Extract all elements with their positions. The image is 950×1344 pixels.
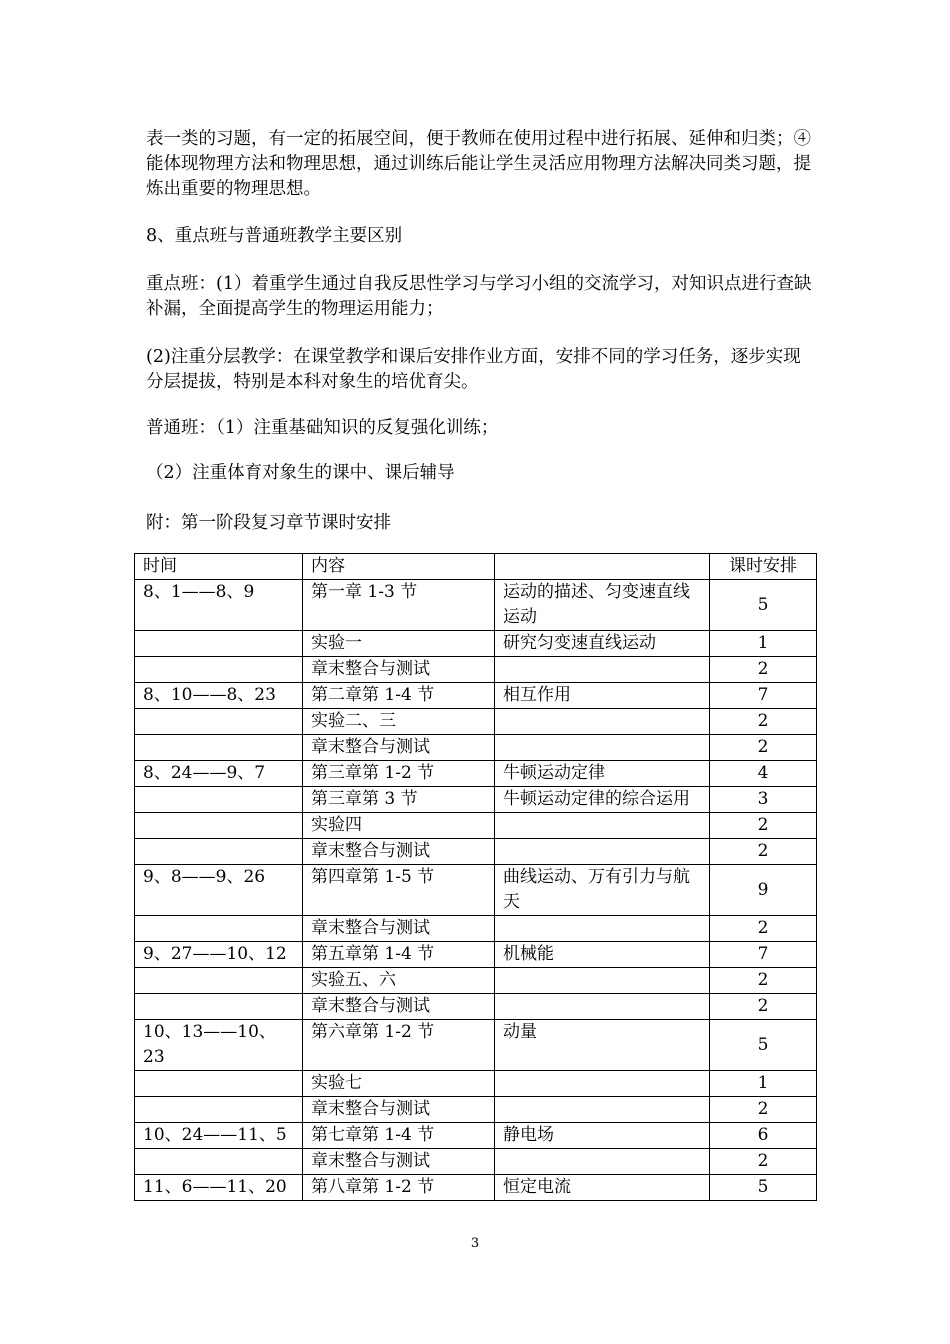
table-row: [135, 968, 817, 994]
cell-time: 8、1——8、9: [135, 580, 303, 631]
table-header-row: [135, 554, 817, 580]
cell-topic: 牛顿运动定律的综合运用: [495, 787, 710, 813]
cell-hours: 2: [710, 709, 817, 735]
section-heading-class-differences: 8、重点班与普通班教学主要区别: [146, 226, 403, 246]
cell-time: [135, 735, 303, 761]
cell-topic: [495, 916, 710, 942]
cell-topic: 恒定电流: [495, 1175, 710, 1201]
cell-content: 第八章第 1-2 节: [303, 1175, 495, 1201]
cell-time: [135, 1097, 303, 1123]
schedule-table: [134, 553, 817, 1201]
cell-hours: 5: [710, 1175, 817, 1201]
cell-topic: [495, 839, 710, 865]
cell-time: [135, 631, 303, 657]
cell-hours: 2: [710, 657, 817, 683]
cell-topic: 静电场: [495, 1123, 710, 1149]
cell-content: 实验二、三: [303, 709, 495, 735]
cell-hours: 4: [710, 761, 817, 787]
cell-content: 实验四: [303, 813, 495, 839]
header-time: 时间: [135, 554, 303, 580]
cell-content: 章末整合与测试: [303, 839, 495, 865]
cell-topic: 运动的描述、匀变速直线运动: [495, 580, 710, 631]
cell-topic: [495, 968, 710, 994]
cell-time: 10、24——11、5: [135, 1123, 303, 1149]
cell-content: 第七章第 1-4 节: [303, 1123, 495, 1149]
cell-topic: [495, 735, 710, 761]
cell-time: [135, 968, 303, 994]
cell-topic: [495, 1071, 710, 1097]
cell-topic: 相互作用: [495, 683, 710, 709]
cell-hours: 2: [710, 916, 817, 942]
cell-hours: 2: [710, 1097, 817, 1123]
header-topic: [495, 554, 710, 580]
table-row: [135, 683, 817, 709]
table-row: [135, 1020, 817, 1071]
cell-time: [135, 839, 303, 865]
cell-topic: 曲线运动、万有引力与航天: [495, 865, 710, 916]
cell-time: 9、8——9、26: [135, 865, 303, 916]
cell-time: 8、10——8、23: [135, 683, 303, 709]
cell-hours: 2: [710, 1149, 817, 1175]
cell-hours: 2: [710, 735, 817, 761]
cell-time: [135, 709, 303, 735]
cell-hours: 7: [710, 942, 817, 968]
cell-topic: [495, 1149, 710, 1175]
cell-content: 第三章第 3 节: [303, 787, 495, 813]
cell-hours: 3: [710, 787, 817, 813]
cell-topic: [495, 813, 710, 839]
table-row: [135, 787, 817, 813]
cell-content: 章末整合与测试: [303, 994, 495, 1020]
cell-content: 第一章 1-3 节: [303, 580, 495, 631]
cell-content: 实验一: [303, 631, 495, 657]
table-row: [135, 631, 817, 657]
cell-time: 11、6——11、20: [135, 1175, 303, 1201]
cell-topic: 牛顿运动定律: [495, 761, 710, 787]
cell-hours: 2: [710, 839, 817, 865]
cell-content: 章末整合与测试: [303, 735, 495, 761]
paragraph-key-class-2: (2)注重分层教学：在课堂教学和课后安排作业方面，安排不同的学习任务，逐步实现分层提拔，特别是本科对象生的培优育尖。: [146, 347, 801, 392]
cell-topic: [495, 657, 710, 683]
cell-hours: 9: [710, 865, 817, 916]
cell-content: 实验七: [303, 1071, 495, 1097]
page-number: 3: [470, 1236, 480, 1251]
paragraph-exercise-design: 表一类的习题，有一定的拓展空间，便于教师在使用过程中进行拓展、延伸和归类；④能体现物理方法和物理思想，通过训练后能让学生灵活应用物理方法解决同类习题，提炼出重要的物理思想。: [146, 129, 811, 199]
cell-time: [135, 1149, 303, 1175]
table-row: [135, 1097, 817, 1123]
table-row: [135, 580, 817, 631]
cell-time: [135, 916, 303, 942]
table-row: [135, 657, 817, 683]
table-row: [135, 839, 817, 865]
cell-content: 章末整合与测试: [303, 916, 495, 942]
table-row: [135, 1071, 817, 1097]
header-content: 内容: [303, 554, 495, 580]
cell-time: [135, 1071, 303, 1097]
cell-time: 9、27——10、12: [135, 942, 303, 968]
table-row: [135, 916, 817, 942]
schedule-table-body: [135, 580, 817, 1201]
table-row: [135, 761, 817, 787]
cell-hours: 1: [710, 631, 817, 657]
cell-time: 8、24——9、7: [135, 761, 303, 787]
cell-topic: 研究匀变速直线运动: [495, 631, 710, 657]
cell-topic: [495, 994, 710, 1020]
cell-topic: 机械能: [495, 942, 710, 968]
cell-hours: 1: [710, 1071, 817, 1097]
table-row: [135, 709, 817, 735]
cell-content: 章末整合与测试: [303, 657, 495, 683]
cell-hours: 2: [710, 813, 817, 839]
table-row: [135, 865, 817, 916]
cell-content: 章末整合与测试: [303, 1097, 495, 1123]
cell-content: 实验五、六: [303, 968, 495, 994]
cell-content: 第五章第 1-4 节: [303, 942, 495, 968]
cell-content: 第四章第 1-5 节: [303, 865, 495, 916]
cell-time: [135, 787, 303, 813]
cell-time: [135, 813, 303, 839]
cell-hours: 2: [710, 994, 817, 1020]
cell-hours: 7: [710, 683, 817, 709]
table-row: [135, 942, 817, 968]
cell-content: 第三章第 1-2 节: [303, 761, 495, 787]
paragraph-regular-class-1: 普通班：（1）注重基础知识的反复强化训练；: [146, 418, 499, 438]
cell-topic: [495, 1097, 710, 1123]
table-row: [135, 1123, 817, 1149]
cell-time: [135, 994, 303, 1020]
cell-content: 章末整合与测试: [303, 1149, 495, 1175]
table-row: [135, 1175, 817, 1201]
cell-hours: 5: [710, 580, 817, 631]
cell-hours: 6: [710, 1123, 817, 1149]
cell-content: 第二章第 1-4 节: [303, 683, 495, 709]
cell-content: 第六章第 1-2 节: [303, 1020, 495, 1071]
table-row: [135, 1149, 817, 1175]
cell-hours: 5: [710, 1020, 817, 1071]
table-row: [135, 994, 817, 1020]
cell-hours: 2: [710, 968, 817, 994]
table-row: [135, 813, 817, 839]
paragraph-key-class-1: 重点班：(1）着重学生通过自我反思性学习与学习小组的交流学习，对知识点进行查缺补漏，全面提高学生的物理运用能力；: [146, 274, 812, 319]
cell-time: [135, 657, 303, 683]
table-row: [135, 735, 817, 761]
header-hours: 课时安排: [710, 554, 817, 580]
cell-time: 10、13——10、23: [135, 1020, 303, 1071]
appendix-heading: 附：第一阶段复习章节课时安排: [146, 513, 391, 533]
paragraph-regular-class-2: （2）注重体育对象生的课中、课后辅导: [146, 463, 455, 483]
cell-topic: [495, 709, 710, 735]
cell-topic: 动量: [495, 1020, 710, 1071]
